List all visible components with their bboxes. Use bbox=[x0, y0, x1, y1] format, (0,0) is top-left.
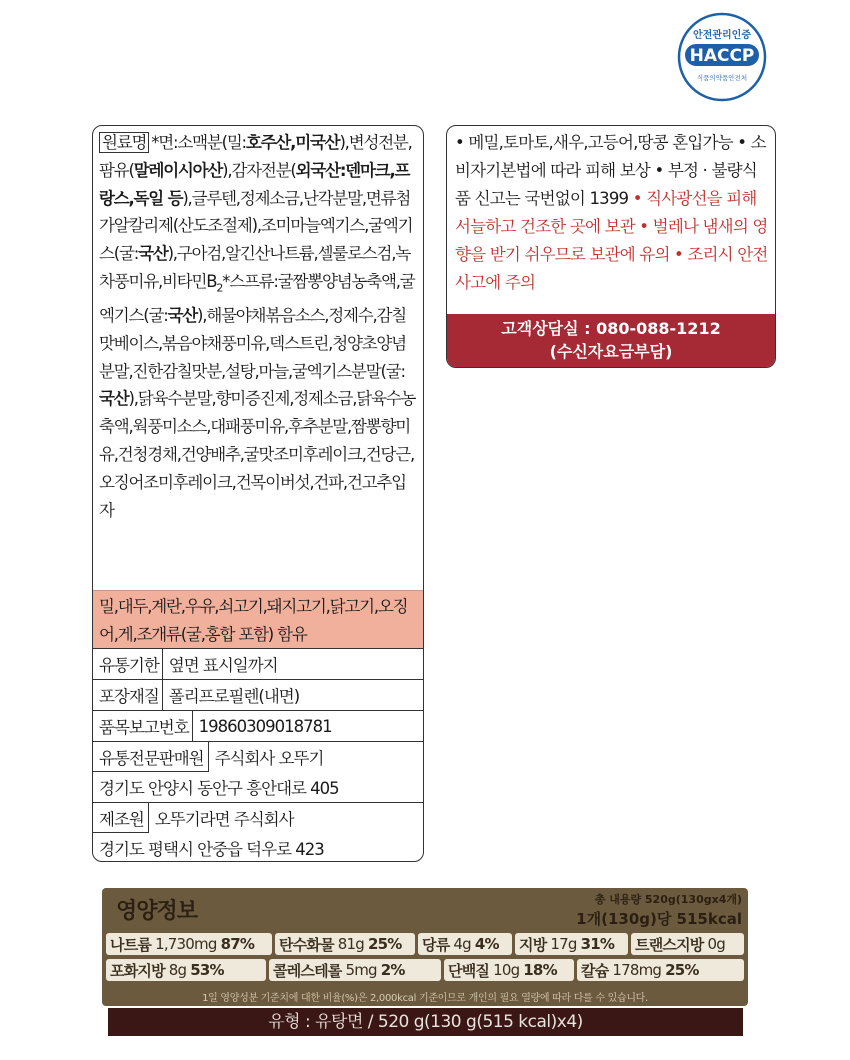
haccp-bottom-text: 식품의약품안전처 bbox=[696, 74, 748, 82]
distributor-address: 경기도 안양시 동안구 흥안대로 405 bbox=[99, 779, 339, 798]
nutrition-row-2 bbox=[106, 959, 744, 981]
nutrient-name: 단백질 bbox=[448, 961, 490, 980]
packaging-row bbox=[93, 680, 423, 711]
nutrient-cell bbox=[275, 933, 415, 955]
ingredient-segment: *스프류:굴짬뽕양념농축액,굴엑기스(굴: bbox=[99, 271, 415, 326]
ingredient-segment: 외국산:덴마크,프랑스,독일 등 bbox=[99, 160, 410, 208]
nutrient-percent: 25% bbox=[367, 935, 402, 953]
ingredient-segment: 국산 bbox=[167, 306, 198, 326]
nutrient-amount: 5mg bbox=[345, 961, 377, 979]
nutrient-name: 탄수화물 bbox=[279, 935, 334, 954]
ingredients-text bbox=[93, 126, 423, 590]
ingredient-segment: ),해물야채볶음소스,정제수,감칠맛베이스,볶음야채풍미유,덱스트린,청양초양념분말,진한감칠맛분,설탕,마늘,굴엑기스분말(굴: bbox=[99, 306, 407, 381]
nutrition-total-content: 총 내용량 520g(130gx4개) bbox=[594, 893, 742, 906]
nutrient-cell bbox=[444, 959, 574, 981]
nutrient-amount: 0g bbox=[707, 935, 725, 953]
ingredient-segment: ),구아검,알긴산나트륨,셀룰로스검,녹차풍미유,비타민B bbox=[99, 244, 411, 291]
haccp-certification-badge bbox=[677, 12, 767, 102]
nutrient-name: 트랜스지방 bbox=[635, 935, 704, 954]
distributor-block bbox=[93, 742, 423, 803]
nutrient-amount: 10g bbox=[493, 961, 520, 979]
customer-service-phone: 고객상담실 : 080-088-1212 bbox=[501, 319, 721, 338]
ingredients-list bbox=[99, 133, 415, 520]
distributor-value: 주식회사 오뚜기 bbox=[214, 749, 324, 768]
ingredient-segment: ),글루텐,정제소금,난각분말,면류첨가알칼리제(산도조절제),조미마늘엑기스,굴엑기스(굴: bbox=[99, 188, 413, 264]
nutrient-name: 포화지방 bbox=[110, 961, 165, 980]
ingredient-segment: 호주산,미국산 bbox=[245, 133, 340, 152]
nutrient-name: 칼슘 bbox=[581, 961, 609, 980]
ingredient-segment: 국산 bbox=[99, 389, 129, 409]
ingredient-segment: 말레이시아산 bbox=[133, 160, 223, 180]
ingredient-segment: ),감자전분( bbox=[222, 160, 296, 180]
nutrient-name: 당류 bbox=[422, 935, 450, 954]
nutrient-percent: 2% bbox=[380, 961, 405, 979]
report-number-label: 품목보고번호 bbox=[93, 711, 193, 741]
nutrient-percent: 4% bbox=[474, 935, 499, 953]
nutrient-percent: 87% bbox=[220, 935, 255, 953]
nutrient-name: 지방 bbox=[519, 935, 547, 954]
nutrition-row-1 bbox=[106, 933, 744, 955]
haccp-top-text: 안전관리인증 bbox=[693, 30, 751, 41]
notice-text bbox=[447, 126, 775, 316]
nutrition-total bbox=[576, 891, 742, 929]
customer-service-banner bbox=[447, 314, 775, 367]
expiry-value: 옆면 표시일까지 bbox=[168, 656, 278, 675]
nutrition-per-serving: 1개(130g)당 515kcal bbox=[576, 910, 742, 928]
nutrition-title: 영양정보 bbox=[116, 899, 198, 924]
nutrient-percent: 53% bbox=[190, 961, 224, 979]
nutrient-cell bbox=[515, 933, 628, 955]
customer-service-note: (수신자요금부담) bbox=[549, 342, 673, 361]
product-type-bar: 유형 : 유탕면 / 520 g(130 g(515 kcal)x4) bbox=[108, 1008, 743, 1036]
notice-black-text: • 메밀,토마토,새우,고등어,땅콩 혼입가능 • 소비자기본법에 따라 피해 보상 • 부정 · 불량식품 신고는 국번없이 1399 bbox=[455, 133, 766, 208]
nutrient-amount: 17g bbox=[550, 935, 577, 953]
ingredient-segment: 2 bbox=[216, 281, 223, 295]
packaging-value: 폴리프로필렌(내면) bbox=[168, 687, 300, 706]
manufacturer-value: 오뚜기라면 주식회사 bbox=[154, 810, 294, 829]
nutrient-amount: 81g bbox=[337, 935, 364, 953]
nutrient-percent: 25% bbox=[665, 961, 699, 979]
manufacturer-label: 제조원 bbox=[93, 803, 149, 833]
ingredient-segment: 국산 bbox=[138, 244, 168, 264]
ingredients-label: 원료명 bbox=[99, 132, 149, 153]
nutrient-amount: 8g bbox=[168, 961, 187, 979]
nutrient-cell bbox=[631, 933, 744, 955]
packaging-label: 포장재질 bbox=[93, 680, 163, 710]
nutrient-cell bbox=[418, 933, 512, 955]
nutrition-footnote: 1일 영양성분 기준치에 대한 비율(%)은 2,000kcal 기준이므로 개인의 필요 열량에 따라 다를 수 있습니다. bbox=[202, 993, 648, 1004]
nutrient-cell bbox=[106, 959, 266, 981]
nutrient-cell bbox=[106, 933, 272, 955]
nutrient-percent: 31% bbox=[580, 935, 615, 953]
notice-red-text: • 직사광선을 피해 서늘하고 건조한 곳에 보관 • 벌레나 냄새의 영향을 받기 쉬우므로 보관에 유의 • 조리시 안전사고에 주의 bbox=[455, 189, 768, 292]
nutrient-cell bbox=[577, 959, 744, 981]
distributor-label: 유통전문판매원 bbox=[93, 742, 209, 772]
allergen-notice: 밀,대두,계란,우유,쇠고기,돼지고기,닭고기,오징어,게,조개류(굴,홍합 포함) 함유 bbox=[93, 590, 423, 649]
nutrient-amount: 178mg bbox=[612, 961, 662, 979]
haccp-main-text: HACCP bbox=[689, 46, 755, 66]
nutrient-amount: 4g bbox=[453, 935, 471, 953]
nutrition-panel bbox=[102, 888, 748, 1006]
expiry-row bbox=[93, 649, 423, 680]
nutrient-name: 콜레스테롤 bbox=[273, 961, 342, 980]
manufacturer-address: 경기도 평택시 안중읍 덕우로 423 bbox=[99, 840, 324, 859]
nutrient-percent: 18% bbox=[523, 961, 557, 979]
ingredient-segment: *면:소맥분(밀: bbox=[151, 133, 246, 152]
report-number-value: 19860309018781 bbox=[198, 716, 332, 736]
notice-panel bbox=[446, 125, 776, 368]
nutrient-amount: 1,730mg bbox=[155, 935, 217, 953]
nutrient-cell bbox=[269, 959, 441, 981]
ingredient-segment: ),변성전분,팜유( bbox=[99, 133, 412, 180]
expiry-label: 유통기한 bbox=[93, 649, 163, 679]
manufacturer-block bbox=[93, 803, 423, 862]
ingredients-panel bbox=[92, 125, 424, 862]
ingredient-segment: ),닭육수분말,향미증진제,정제소금,닭육수농축액,웍풍미소스,대패풍미유,후추분말,짬뽕향미유,건청경채,건양배추,굴맛조미후레이크,건당근,오징어조미후레이크,건목이버섯,건파,건고추입자 bbox=[99, 389, 416, 520]
nutrient-name: 나트륨 bbox=[110, 935, 152, 954]
report-number-row bbox=[93, 711, 423, 742]
